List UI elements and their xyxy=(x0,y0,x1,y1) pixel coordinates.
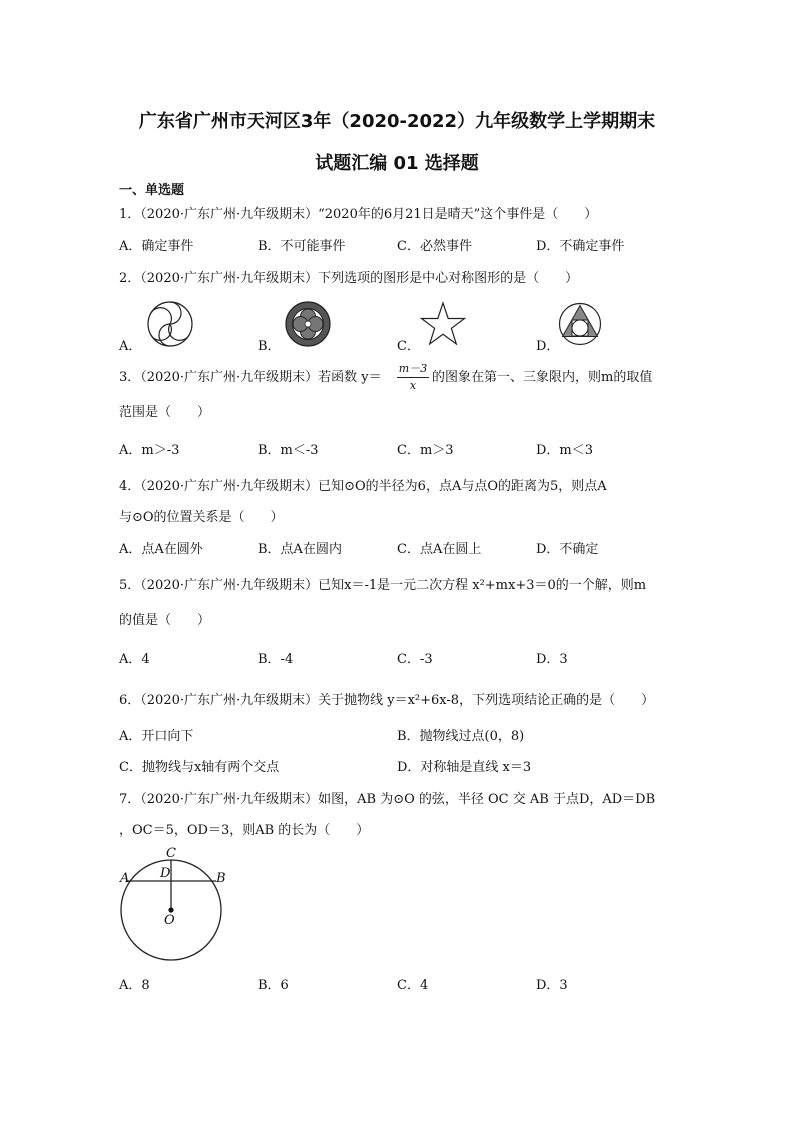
q2-figure-b-petal-circle xyxy=(284,300,332,348)
q3-fraction-denominator: x xyxy=(409,379,417,392)
q1-option-d: D．不确定事件 xyxy=(536,239,625,254)
q2-figure-c-star xyxy=(420,302,466,346)
q3-option-d: D．m＜3 xyxy=(536,443,594,458)
q3-fraction-bar xyxy=(397,377,429,378)
q3-stem-start: 3．（2020·广东广州·九年级期末）若函数 y＝ xyxy=(119,370,382,385)
q2-option-c: C． xyxy=(397,339,420,354)
q7-label-b: B xyxy=(216,871,226,886)
q3-option-a: A．m＞-3 xyxy=(119,443,180,458)
document-title-line-1: 广东省广州市天河区3年（2020-2022）九年级数学上学期期末 xyxy=(138,111,656,132)
q5-option-c: C．-3 xyxy=(397,652,433,667)
q4-option-d: D．不确定 xyxy=(536,542,599,557)
q5-stem-line-2: 的值是（ ） xyxy=(119,613,211,628)
q6-option-d: D．对称轴是直线 x＝3 xyxy=(397,760,532,775)
q7-option-c: C．4 xyxy=(397,978,429,993)
q1-option-b: B．不可能事件 xyxy=(258,239,346,254)
q7-circle-figure xyxy=(118,846,228,976)
q3-option-c: C．m＞3 xyxy=(397,443,454,458)
q7-option-a: A．8 xyxy=(119,978,150,993)
q6-option-a: A．开口向下 xyxy=(119,729,194,744)
q6-option-b: B．抛物线过点(0，8) xyxy=(397,729,525,744)
q6-stem: 6．（2020·广东广州·九年级期末）关于抛物线 y＝x²+6x-8，下列选项结论正确的是（ ） xyxy=(119,693,655,708)
q7-label-a: A xyxy=(120,871,130,886)
q5-option-b: B．-4 xyxy=(258,652,294,667)
q4-stem: 4．（2020·广东广州·九年级期末）已知⊙O的半径为6，点A与点O的距离为5，则点A xyxy=(119,479,607,494)
q7-stem: 7．（2020·广东广州·九年级期末）如图，AB 为⊙O 的弦，半径 OC 交 AB 于点D，AD＝DB xyxy=(119,792,656,807)
q7-label-d: D xyxy=(160,866,171,881)
q4-option-a: A．点A在圆外 xyxy=(119,542,203,557)
q2-figure-a-triskelion xyxy=(146,300,194,348)
q7-option-b: B．6 xyxy=(258,978,289,993)
q5-stem: 5．（2020·广东广州·九年级期末）已知x＝-1是一元二次方程 x²+mx+3＝0的一个解，则m xyxy=(119,578,647,593)
q3-stem-end: 的图象在第一、三象限内，则m的取值 xyxy=(432,370,653,385)
q3-fraction-numerator: m－3 xyxy=(398,362,428,375)
q3-option-b: B．m＜-3 xyxy=(258,443,319,458)
q5-option-a: A．4 xyxy=(119,652,150,667)
document-title-line-2: 试题汇编 01 选择题 xyxy=(315,153,479,174)
section-heading: 一、单选题 xyxy=(119,183,185,198)
q7-label-c: C xyxy=(166,846,176,861)
q1-stem: 1．（2020·广东广州·九年级期末）“2020年的6月21日是晴天”这个事件是（ ） xyxy=(119,207,598,222)
q2-stem: 2．（2020·广东广州·九年级期末）下列选项的图形是中心对称图形的是（ ） xyxy=(119,271,579,286)
q2-option-b: B． xyxy=(258,339,281,354)
q2-figure-d-circle-triangle-square xyxy=(558,302,602,346)
q1-option-a: A．确定事件 xyxy=(119,239,194,254)
q1-option-c: C．必然事件 xyxy=(397,239,472,254)
q2-option-a: A． xyxy=(119,339,142,354)
q4-option-c: C．点A在圆上 xyxy=(397,542,482,557)
q7-label-o: O xyxy=(164,913,175,928)
q3-stem-line-2: 范围是（ ） xyxy=(119,405,211,420)
q4-option-b: B．点A在圆内 xyxy=(258,542,342,557)
q6-option-c: C．抛物线与x轴有两个交点 xyxy=(119,760,280,775)
q4-stem-line-2: 与⊙O的位置关系是（ ） xyxy=(119,510,284,525)
q5-option-d: D．3 xyxy=(536,652,568,667)
q2-option-d: D． xyxy=(536,339,560,354)
q7-stem-line-2: ，OC＝5，OD＝3，则AB 的长为（ ） xyxy=(119,823,370,838)
q7-option-d: D．3 xyxy=(536,978,568,993)
